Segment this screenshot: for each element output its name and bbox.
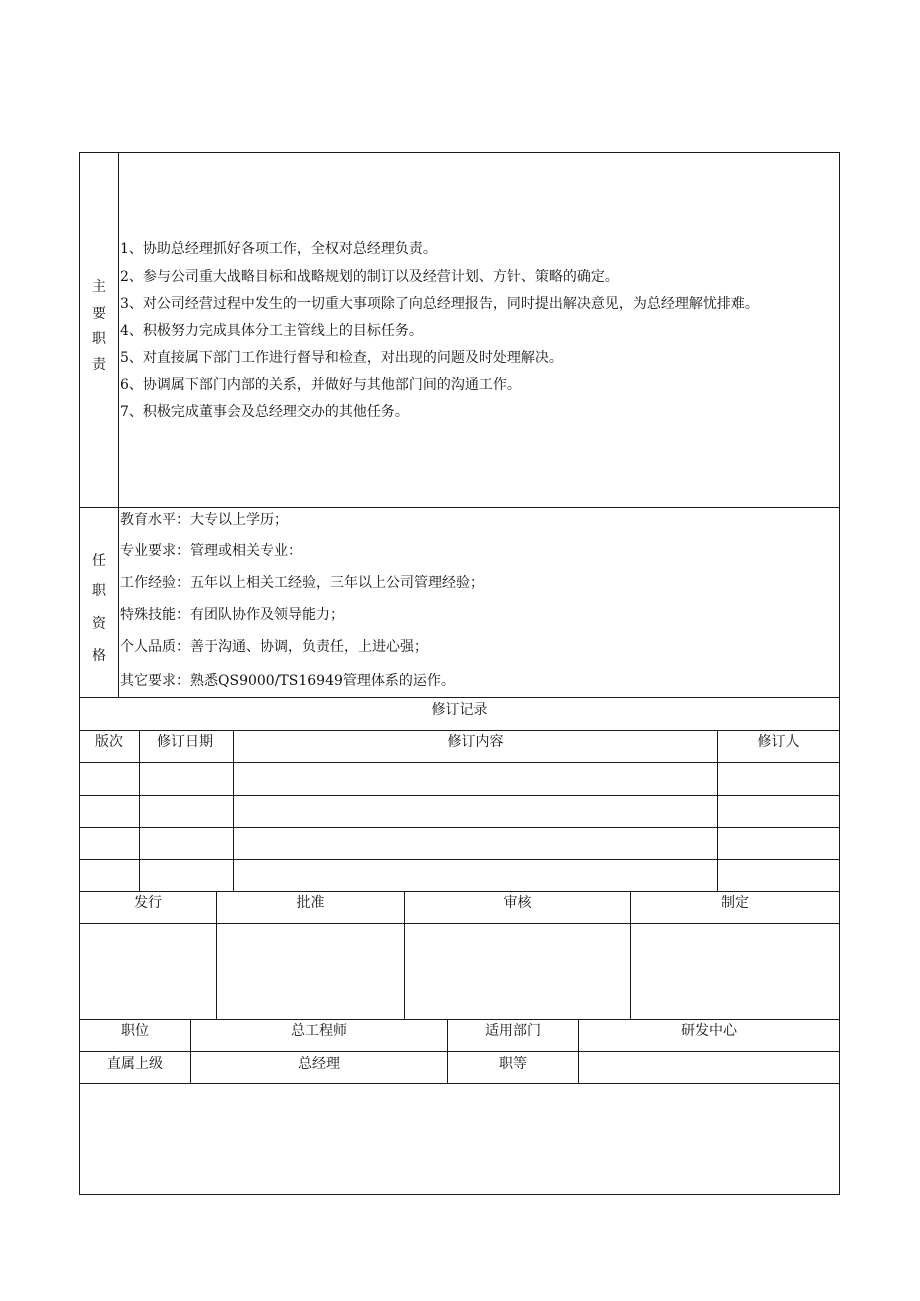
approval-header-approve: 批准 — [296, 895, 325, 911]
qualification-item: 专业要求：管理或相关专业： — [120, 543, 302, 559]
duties-label-char: 要 — [92, 306, 106, 322]
grade-label: 职等 — [499, 1056, 527, 1072]
department-value: 研发中心 — [681, 1023, 737, 1039]
qualification-item: 特殊技能：有团队协作及领导能力； — [120, 607, 344, 623]
qualifications-label-char: 资 — [92, 616, 106, 632]
superior-value: 总经理 — [298, 1056, 340, 1072]
approval-header-review: 审核 — [503, 895, 532, 911]
duties-label-char: 主 — [92, 279, 106, 295]
approval-header-prepare: 制定 — [721, 895, 749, 911]
qualifications-label-char: 任 — [92, 553, 106, 569]
duty-item: 5、对直接属下部门工作进行督导和检查，对出现的问题及时处理解决。 — [120, 350, 563, 366]
duties-label-char: 职 — [92, 331, 106, 347]
duty-item: 7、积极完成董事会及总经理交办的其他任务。 — [120, 404, 409, 420]
qualifications-label-char: 格 — [92, 648, 106, 664]
revision-header-date: 修订日期 — [157, 734, 213, 750]
revision-header-reviser: 修订人 — [757, 734, 800, 750]
approval-header-issue: 发行 — [134, 895, 162, 911]
superior-label: 直属上级 — [107, 1056, 163, 1072]
qualification-item: 教育水平：大专以上学历； — [120, 512, 288, 528]
qualifications-label-char: 职 — [92, 583, 106, 599]
revision-header-version: 版次 — [95, 734, 123, 750]
qualification-item: 工作经验：五年以上相关工经验，三年以上公司管理经验； — [120, 575, 484, 591]
position-value: 总工程师 — [291, 1023, 347, 1039]
revision-header-content: 修订内容 — [447, 734, 504, 750]
duties-label-char: 责 — [92, 357, 106, 373]
duty-item: 1、协助总经理抓好各项工作，全权对总经理负责。 — [120, 241, 437, 257]
department-label: 适用部门 — [485, 1023, 541, 1039]
qualification-item: 其它要求：熟悉QS9000/TS16949管理体系的运作。 — [120, 673, 455, 689]
duty-item: 2、参与公司重大战略目标和战略规划的制订以及经营计划、方针、策略的确定。 — [120, 269, 619, 285]
duty-item: 4、积极努力完成具体分工主管线上的目标任务。 — [120, 323, 423, 339]
revision-title: 修订记录 — [431, 702, 488, 718]
duty-item: 3、对公司经营过程中发生的一切重大事项除了向总经理报告，同时提出解决意见，为总经理解忧排难。 — [120, 296, 759, 312]
qualification-item: 个人品质：善于沟通、协调，负责任，上进心强； — [120, 639, 428, 655]
duty-item: 6、协调属下部门内部的关系，并做好与其他部门间的沟通工作。 — [120, 377, 521, 393]
position-label: 职位 — [121, 1023, 149, 1039]
